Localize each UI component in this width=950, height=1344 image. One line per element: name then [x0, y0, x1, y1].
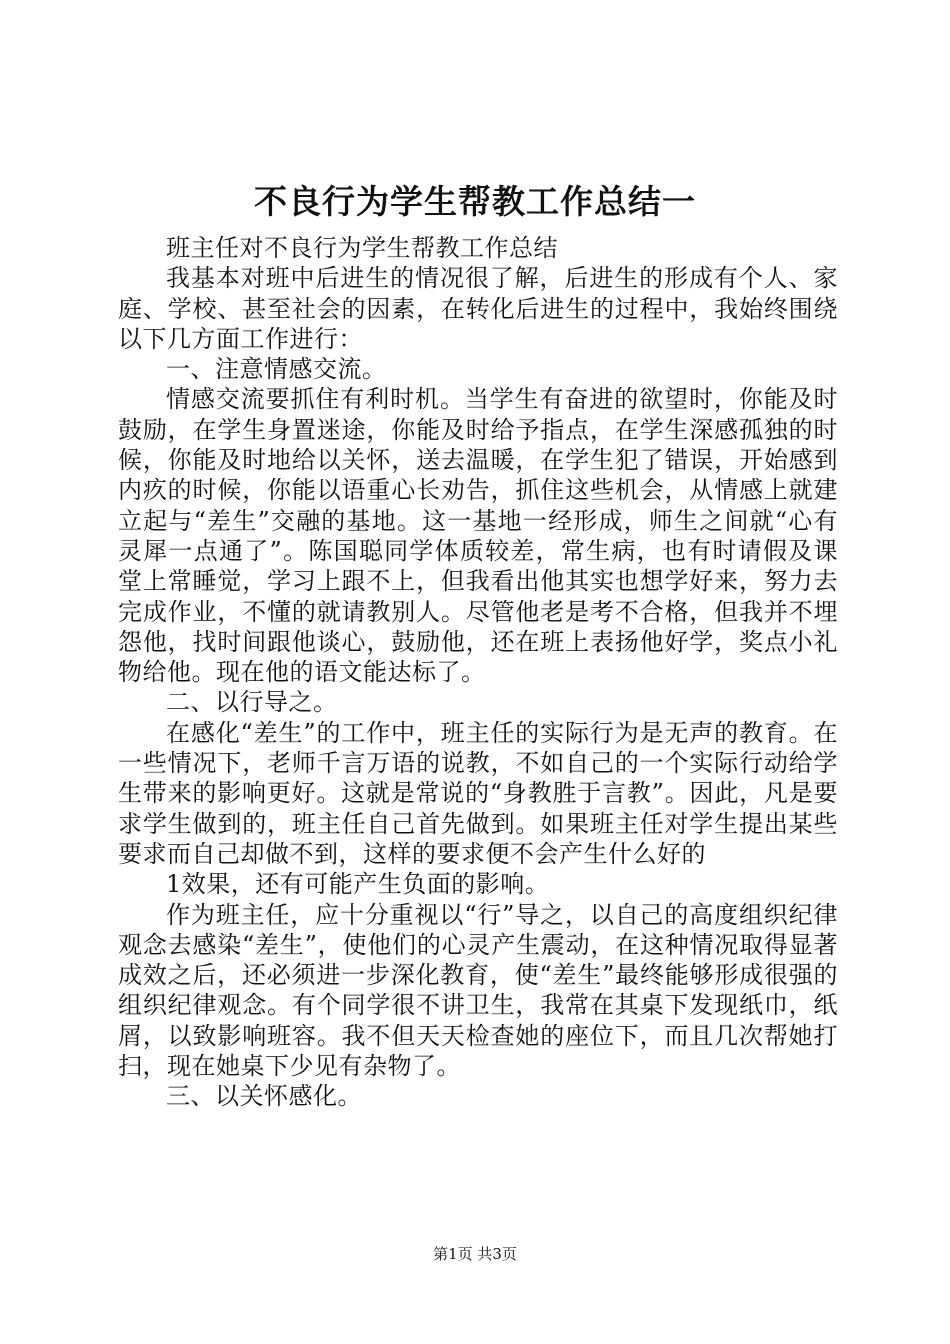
document-body — [118, 233, 838, 1112]
paragraph-emotional-communication: 情感交流要抓住有利时机。当学生有奋进的欲望时，你能及时鼓励，在学生身置迷途，你能及时给予指点，在学生深感孤独的时候，你能及时地给以关怀，送去温暖，在学生犯了错误，开始感到内疚的时候，你能以语重心长劝告，抓住这些机会，从情感上就建立起与“差生”交融的基地。这一基地一经形成，师生之间就“心有灵犀一点通了”。陈国聪同学体质较差，常生病，也有时请假及课堂上常睡觉，学习上跟不上，但我看出他其实也想学好来，努力去完成作业，不懂的就请教别人。尽管他老是考不合格，但我并不埋怨他，找时间跟他谈心，鼓励他，还在班上表扬他好学，奖点小礼物给他。现在他的语文能达标了。 — [118, 385, 838, 687]
paragraph-lead-by-action: 在感化“差生”的工作中，班主任的实际行为是无声的教育。在一些情况下，老师千言万语的说教，不如自己的一个实际行动给学生带来的影响更好。这就是常说的“身教胜于言教”。因此，凡是要求学生做到的，班主任自己首先做到。如果班主任对学生提出某些要求而自己却做不到，这样的要求便不会产生什么好的 — [118, 718, 838, 868]
document-title: 不良行为学生帮教工作总结一 — [254, 182, 696, 221]
paragraph-subtitle: 班主任对不良行为学生帮教工作总结 — [166, 234, 558, 262]
paragraph-effect-continuation: 1效果，还有可能产生负面的影响。 — [166, 870, 550, 899]
paragraph-intro: 我基本对班中后进生的情况很了解，后进生的形成有个人、家庭、学校、甚至社会的因素，在转化后进生的过程中，我始终围绕以下几方面工作进行： — [118, 264, 838, 353]
section-heading-1: 一、注意情感交流。 — [166, 355, 387, 384]
section-heading-3: 三、以关怀感化。 — [166, 1082, 362, 1111]
paragraph-head-teacher-role: 作为班主任，应十分重视以“行”导之，以自己的高度组织纪律观念去感染“差生”，使他们的心灵产生震动，在这种情况取得显著成效之后，还必须进一步深化教育，使“差生”最终能够形成很强的组织纪律观念。有个同学很不讲卫生，我常在其桌下发现纸巾，纸屑，以致影响班容。我不但天天检查她的座位下，而且几次帮她打扫，现在她桌下少见有杂物了。 — [118, 900, 838, 1081]
section-heading-2: 二、以行导之。 — [166, 688, 338, 717]
page-number-footer: 第1页 共3页 — [433, 1245, 517, 1263]
